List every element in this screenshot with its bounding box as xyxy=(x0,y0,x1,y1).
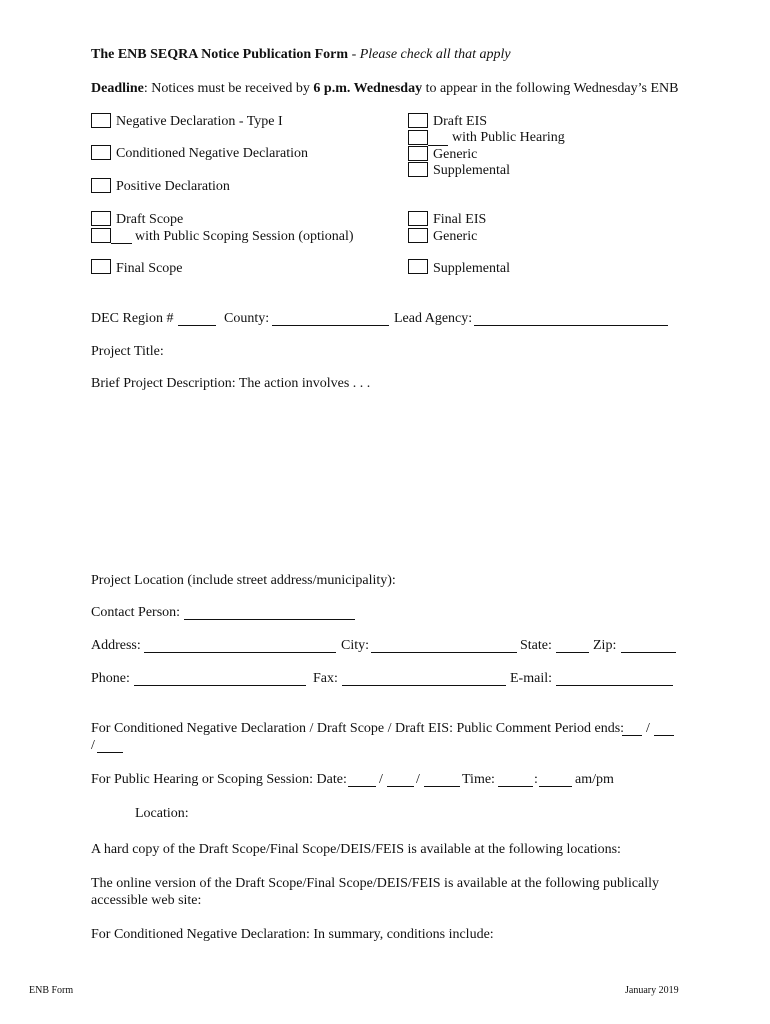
checkbox-conditioned-negative-declaration[interactable] xyxy=(91,145,111,160)
input-county[interactable] xyxy=(272,325,389,326)
label-draft-scope: Draft Scope xyxy=(116,212,184,227)
label-generic-final: Generic xyxy=(433,229,478,244)
checkbox-positive-declaration[interactable] xyxy=(91,178,111,193)
form-title xyxy=(91,47,511,63)
checkbox-draft-scope[interactable] xyxy=(91,211,111,226)
label-final-eis: Final EIS xyxy=(433,212,487,227)
label-dec-region: DEC Region # xyxy=(91,311,174,326)
scoping-session-blank xyxy=(111,243,132,244)
label-hard-copy: A hard copy of the Draft Scope/Final Scope/DEIS/FEIS is available at the following locations: xyxy=(91,842,621,857)
input-zip[interactable] xyxy=(621,652,676,653)
label-conditioned-negative-declaration: Conditioned Negative Declaration xyxy=(116,146,309,161)
label-am-pm: am/pm xyxy=(575,772,614,787)
label-contact-person: Contact Person: xyxy=(91,605,181,620)
label-scoping-session: with Public Scoping Session (optional) xyxy=(135,229,354,244)
input-comment-year[interactable] xyxy=(97,752,123,753)
label-fax: Fax: xyxy=(313,671,338,686)
label-brief-description: Brief Project Description: The action involves . . . xyxy=(91,376,371,391)
input-comment-day[interactable] xyxy=(654,735,674,736)
input-city[interactable] xyxy=(371,652,517,653)
checkbox-negative-declaration[interactable] xyxy=(91,113,111,128)
checkbox-draft-eis[interactable] xyxy=(408,113,428,128)
label-positive-declaration: Positive Declaration xyxy=(116,179,230,194)
label-public-hearing: with Public Hearing xyxy=(452,130,565,145)
checkbox-generic-final[interactable] xyxy=(408,228,428,243)
deadline-text-after: to appear in the following Wednesday’s ENB xyxy=(422,81,679,96)
hearing-slash-1: / xyxy=(379,772,383,787)
input-email[interactable] xyxy=(556,685,673,686)
hearing-slash-2: / xyxy=(416,772,420,787)
checkbox-generic-draft[interactable] xyxy=(408,146,428,161)
label-draft-eis: Draft EIS xyxy=(433,114,488,129)
label-negative-declaration: Negative Declaration - Type I xyxy=(116,114,283,129)
comment-slash-1: / xyxy=(646,721,650,736)
deadline-text-before: : Notices must be received by xyxy=(143,81,314,96)
input-contact-person[interactable] xyxy=(184,619,355,620)
label-email: E-mail: xyxy=(510,671,552,686)
deadline-time: 6 p.m. Wednesday xyxy=(313,81,423,96)
checkbox-supplemental-draft[interactable] xyxy=(408,162,428,177)
label-address: Address: xyxy=(91,638,141,653)
label-project-location: Project Location (include street address/municipality): xyxy=(91,573,396,588)
input-hearing-minute[interactable] xyxy=(539,786,572,787)
input-comment-month[interactable] xyxy=(622,735,642,736)
label-hearing-location: Location: xyxy=(135,806,189,821)
input-dec-region[interactable] xyxy=(178,325,216,326)
footer-form-name: ENB Form xyxy=(29,985,74,996)
label-generic-draft: Generic xyxy=(433,147,478,162)
input-state[interactable] xyxy=(556,652,589,653)
label-lead-agency: Lead Agency: xyxy=(394,311,473,326)
checkbox-final-scope[interactable] xyxy=(91,259,111,274)
deadline-label: Deadline xyxy=(91,81,144,96)
checkbox-final-eis[interactable] xyxy=(408,211,428,226)
label-city: City: xyxy=(341,638,370,653)
input-hearing-day[interactable] xyxy=(387,786,414,787)
input-phone[interactable] xyxy=(134,685,306,686)
label-county: County: xyxy=(224,311,270,326)
comment-slash-2: / xyxy=(91,738,95,753)
hearing-time-colon: : xyxy=(534,772,538,787)
deadline-line xyxy=(91,81,678,97)
input-hearing-hour[interactable] xyxy=(498,786,533,787)
checkbox-supplemental-final[interactable] xyxy=(408,259,428,274)
label-conditions: For Conditioned Negative Declaration: In summary, conditions include: xyxy=(91,927,494,942)
label-final-scope: Final Scope xyxy=(116,261,183,276)
label-phone: Phone: xyxy=(91,671,130,686)
label-state: State: xyxy=(520,638,552,653)
label-project-title: Project Title: xyxy=(91,344,164,359)
input-hearing-year[interactable] xyxy=(424,786,460,787)
label-supplemental-final: Supplemental xyxy=(433,261,510,276)
label-zip: Zip: xyxy=(593,638,617,653)
checkbox-scoping-session[interactable] xyxy=(91,228,111,243)
label-online-version: The online version of the Draft Scope/Final Scope/DEIS/FEIS is available at the following publically accessible web site: xyxy=(91,876,660,908)
input-address[interactable] xyxy=(144,652,336,653)
public-hearing-blank xyxy=(428,145,448,146)
label-hearing-date: For Public Hearing or Scoping Session: Date: xyxy=(91,772,347,787)
form-title-text: The ENB SEQRA Notice Publication Form xyxy=(91,47,349,62)
label-comment-period: For Conditioned Negative Declaration / Draft Scope / Draft EIS: Public Comment Period ends: xyxy=(91,721,625,736)
checkbox-public-hearing[interactable] xyxy=(408,130,428,145)
footer-date: January 2019 xyxy=(625,985,679,996)
input-fax[interactable] xyxy=(342,685,506,686)
form-title-instruction: - Please check all that apply xyxy=(351,47,511,62)
input-hearing-month[interactable] xyxy=(348,786,376,787)
input-lead-agency[interactable] xyxy=(474,325,668,326)
label-supplemental-draft: Supplemental xyxy=(433,163,510,178)
label-hearing-time: Time: xyxy=(462,772,495,787)
